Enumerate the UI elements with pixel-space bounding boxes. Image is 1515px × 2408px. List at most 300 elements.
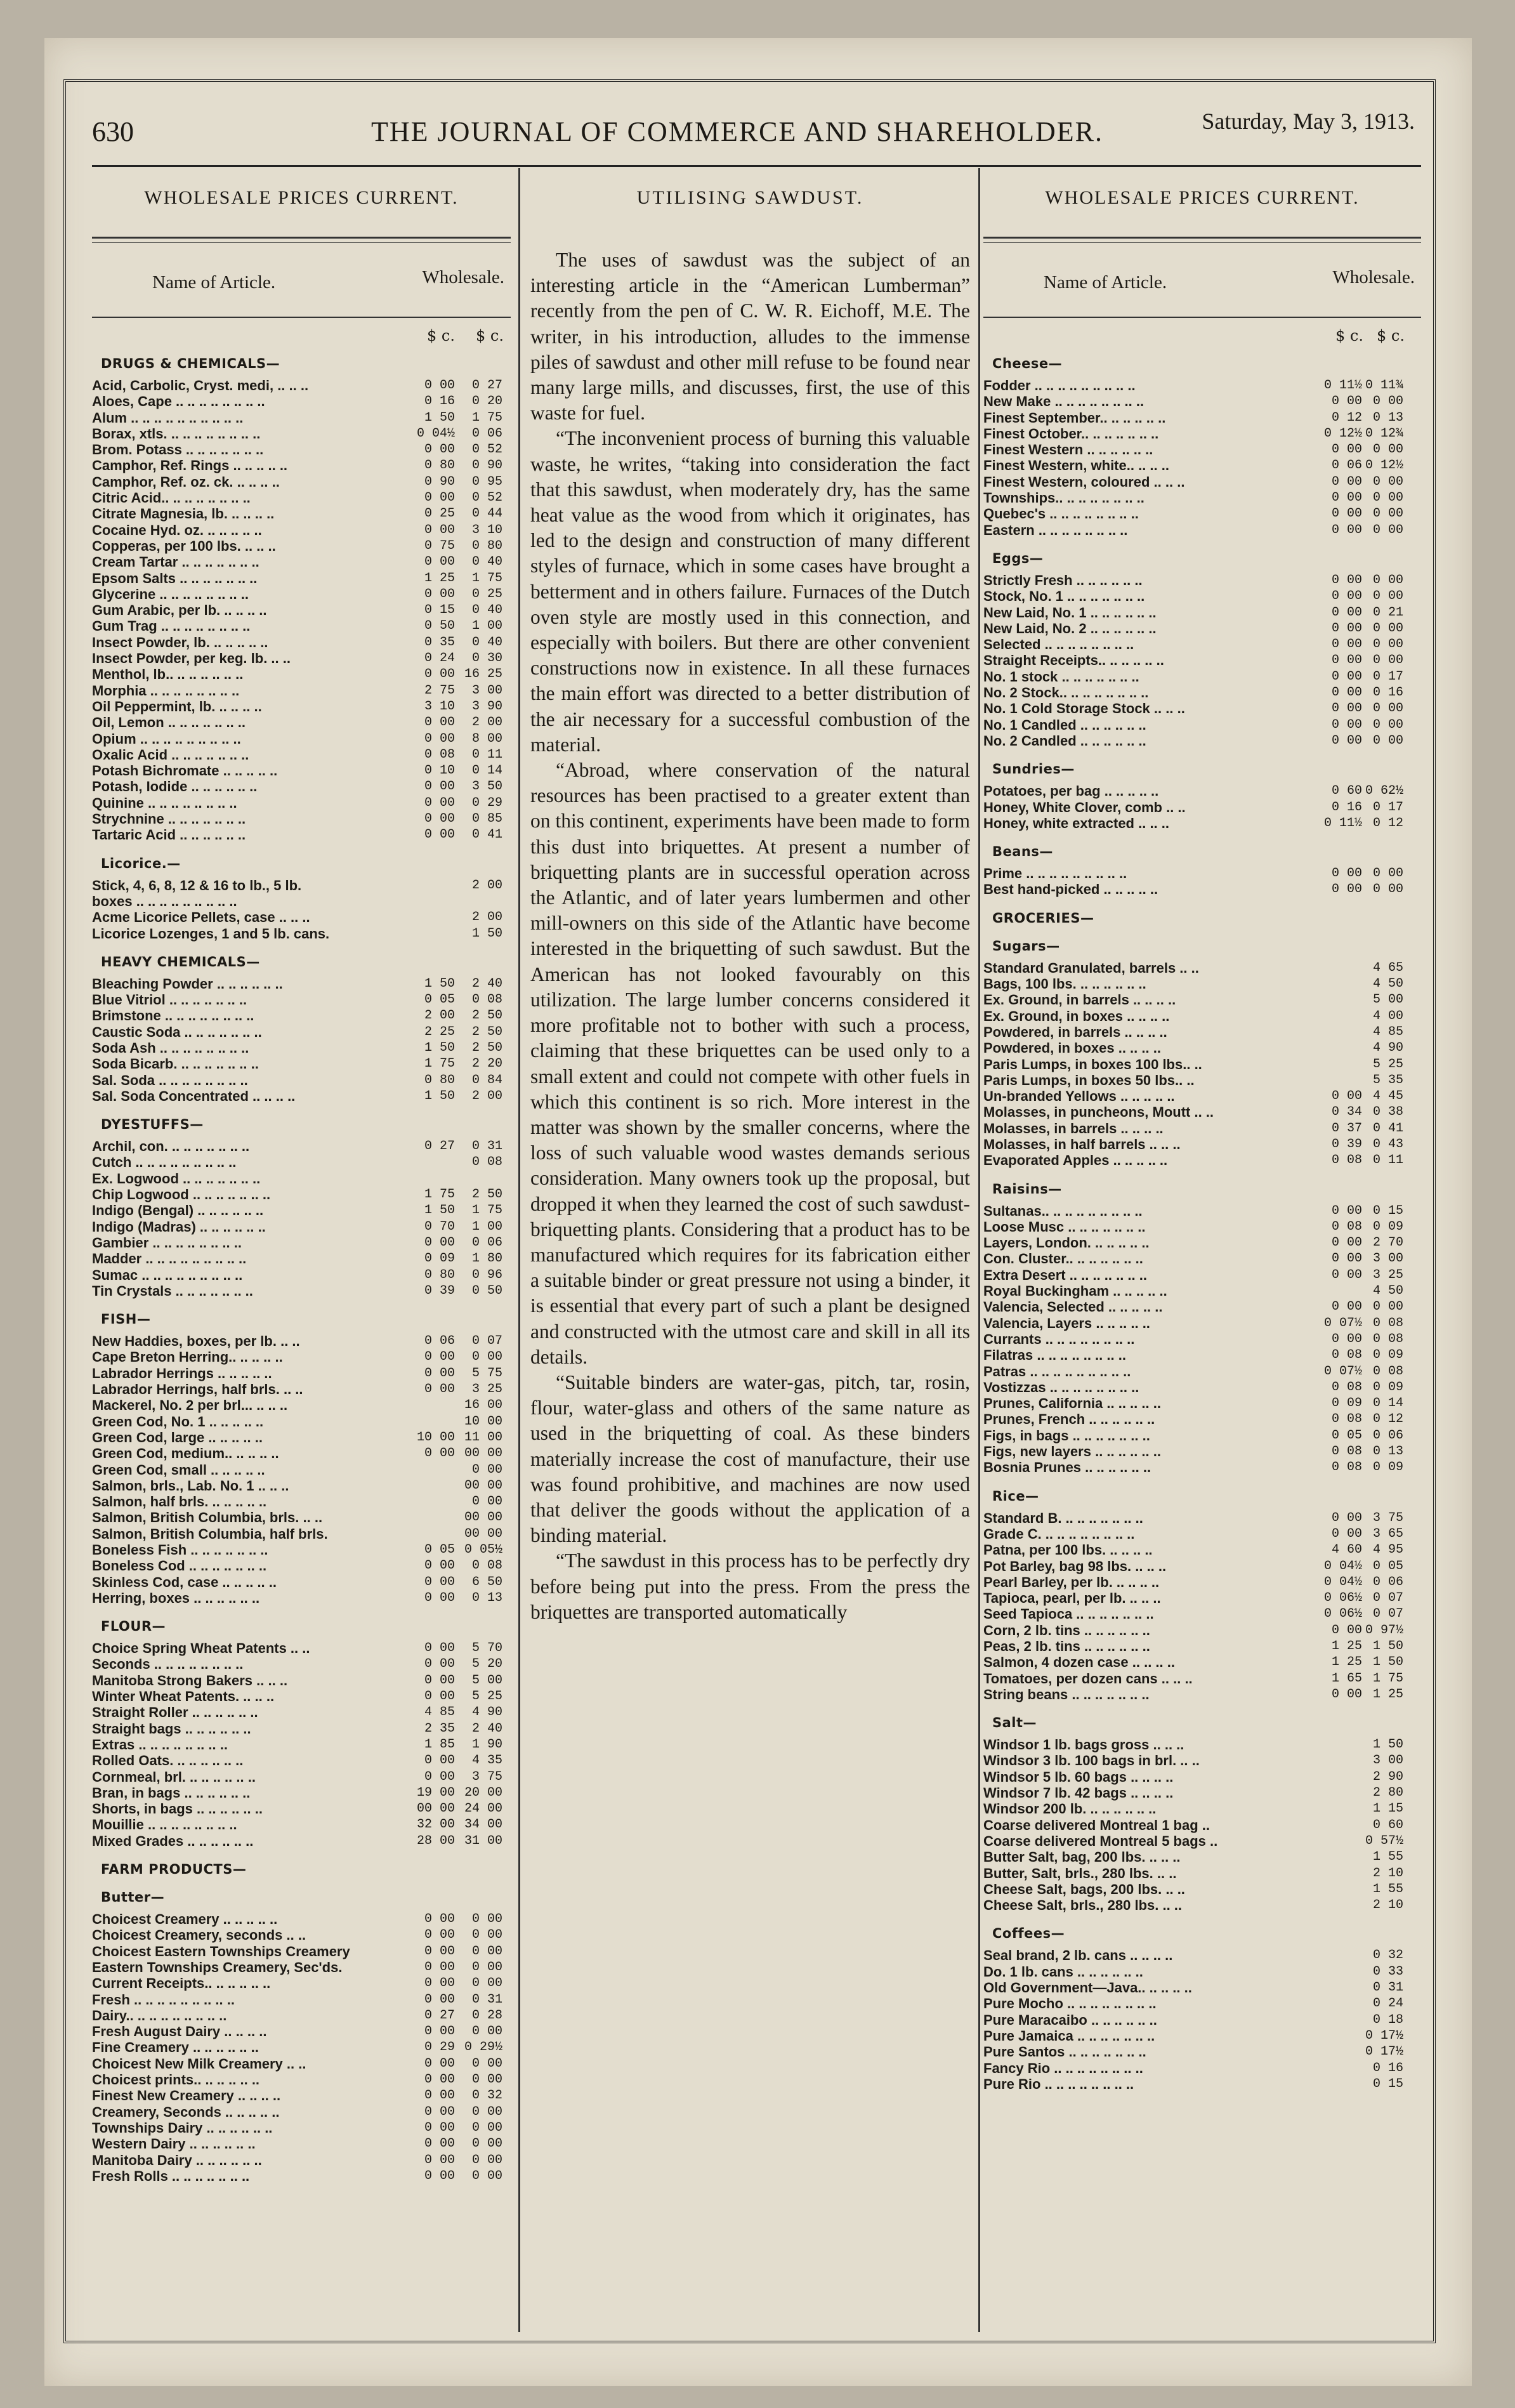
price-row <box>983 1785 1421 1801</box>
price-high: 5 00 <box>471 1673 502 1688</box>
price-high: 0 85 <box>471 812 502 827</box>
article-name: Bleaching Powder .. .. .. .. .. .. <box>92 975 283 992</box>
article-name: Indigo (Bengal) .. .. .. .. .. .. <box>92 1202 264 1219</box>
article-name: Creamery, Seconds .. .. .. .. .. <box>92 2103 280 2120</box>
article-name: Oil Peppermint, lb. .. .. .. .. <box>92 698 262 714</box>
price-low: 32 00 <box>416 1817 455 1832</box>
article-name: Grade C. .. .. .. .. .. .. .. .. <box>983 1525 1135 1542</box>
price-high: 1 50 <box>1372 1639 1403 1654</box>
price-row <box>92 426 511 442</box>
price-row <box>92 2136 511 2152</box>
article-name: Seed Tapioca .. .. .. .. .. .. .. <box>983 1606 1154 1622</box>
price-high: 0 00 <box>1372 572 1403 588</box>
price-row <box>92 570 511 586</box>
price-high: 1 15 <box>1372 1801 1403 1817</box>
article-name: Straight bags .. .. .. .. .. .. <box>92 1720 251 1737</box>
price-high: 0 62½ <box>1365 784 1403 799</box>
section-heading: Coffees— <box>992 1926 1065 1942</box>
price-high: 5 75 <box>471 1365 502 1381</box>
price-row <box>92 393 511 409</box>
price-high: 00 00 <box>464 1526 502 1541</box>
article-name: Powdered, in boxes .. .. .. .. <box>983 1040 1161 1056</box>
price-high: 1 55 <box>1372 1881 1403 1897</box>
price-low: 0 00 <box>1331 442 1362 457</box>
article-name: boxes .. .. .. .. .. .. .. .. .. <box>92 893 237 909</box>
price-high: 0 06 <box>1372 1428 1403 1443</box>
price-low: 0 27 <box>424 1139 455 1154</box>
price-low: 0 00 <box>1331 669 1362 684</box>
price-row <box>92 1381 511 1397</box>
price-row <box>92 378 511 393</box>
article-name: Labrador Herrings .. .. .. .. .. <box>92 1365 272 1381</box>
price-low: 10 00 <box>416 1430 455 1445</box>
price-high: 6 50 <box>471 1574 502 1589</box>
price-high: 2 10 <box>1372 1865 1403 1881</box>
price-high: 0 00 <box>471 2120 502 2135</box>
article-name: Pure Mocho .. .. .. .. .. .. .. .. <box>983 1996 1157 2012</box>
name-header: Name of Article. <box>1044 272 1167 293</box>
price-high: 0 00 <box>1372 1299 1403 1315</box>
price-row <box>983 426 1421 442</box>
price-high: 0 00 <box>1372 621 1403 636</box>
price-row <box>983 490 1421 506</box>
price-row <box>983 474 1421 490</box>
price-row <box>92 1944 511 1959</box>
price-high: 0 31 <box>1372 1980 1403 1996</box>
price-high: 0 96 <box>471 1267 502 1282</box>
price-high: 0 16 <box>1372 685 1403 701</box>
price-high: 0 11 <box>1372 1153 1403 1168</box>
price-low: 0 00 <box>424 731 455 746</box>
price-high: 0 14 <box>1372 1396 1403 1411</box>
article-name: Townships Dairy .. .. .. .. .. .. <box>92 2119 273 2136</box>
price-row <box>983 1753 1421 1768</box>
article-name: Pot Barley, bag 98 lbs. .. .. .. <box>983 1558 1167 1574</box>
price-high: 0 00 <box>1372 637 1403 652</box>
article-name: Powdered, in barrels .. .. .. .. <box>983 1023 1167 1040</box>
price-low: 0 00 <box>424 1673 455 1688</box>
price-row <box>92 1927 511 1943</box>
article-name: Quebec's .. .. .. .. .. .. .. .. <box>983 506 1139 522</box>
article-name: Ex. Logwood .. .. .. .. .. .. .. <box>92 1170 261 1187</box>
article-name: Bosnia Prunes .. .. .. .. .. .. <box>983 1459 1151 1476</box>
article-name: Oxalic Acid .. .. .. .. .. .. .. <box>92 746 249 763</box>
price-low: 0 00 <box>1331 1235 1362 1251</box>
price-low: 0 00 <box>1331 506 1362 522</box>
price-high: 0 84 <box>471 1072 502 1088</box>
price-high: 10 00 <box>464 1414 502 1429</box>
price-high: 3 90 <box>471 699 502 714</box>
price-low: 0 00 <box>1331 1089 1362 1104</box>
price-row <box>92 1656 511 1672</box>
units-row <box>92 318 511 343</box>
price-row <box>92 1721 511 1737</box>
price-low: 0 16 <box>424 394 455 409</box>
price-high: 2 00 <box>471 910 502 925</box>
price-high: 20 00 <box>464 1785 502 1800</box>
price-row <box>983 1444 1421 1459</box>
price-row <box>92 1478 511 1494</box>
article-name: Butter, Salt, brls., 280 lbs. .. .. <box>983 1865 1177 1881</box>
article-name: Paris Lumps, in boxes 50 lbs.. .. <box>983 1072 1195 1088</box>
price-low: 0 08 <box>1331 1460 1362 1475</box>
article-name: Tin Crystals .. .. .. .. .. .. .. <box>92 1282 253 1299</box>
price-low: 0 00 <box>1331 621 1362 636</box>
price-low: 1 50 <box>424 1088 455 1103</box>
article-name: Gum Trag .. .. .. .. .. .. .. .. <box>92 618 251 635</box>
price-low: 0 00 <box>424 555 455 570</box>
price-row <box>92 1769 511 1785</box>
price-row <box>92 1992 511 2008</box>
price-high: 0 12 <box>1372 1412 1403 1427</box>
article-name: Butter Salt, bag, 200 lbs. .. .. .. <box>983 1849 1181 1865</box>
price-list <box>983 356 1421 2092</box>
article-name: Pure Santos .. .. .. .. .. .. .. <box>983 2044 1146 2060</box>
article-name: Herring, boxes .. .. .. .. .. .. <box>92 1589 260 1606</box>
price-low: 0 00 <box>424 2104 455 2119</box>
article-paragraph: “The inconvenient process of burning this valuable waste, he writes, “taking into consideration the fact that this sawdust, when moderately dry, has the same heat value as the wood from which it originates, has led to the design and construction of many different styles of furnace, which in some cases have brought a betterment and in others failure. Furnaces of the Dutch oven style are mostly used in this connection, and especially with boilers. But there are other convenient constructions now in existence. In all these furnaces the main effort was directed to a better distribution of the air necessary for a successful combustion of the material. <box>530 427 970 756</box>
price-row <box>983 960 1421 976</box>
article-name: Windsor 3 lb. 100 bags in brl. .. .. <box>983 1753 1200 1769</box>
price-high: 2 10 <box>1372 1898 1403 1913</box>
article-name: Filatras .. .. .. .. .. .. .. .. <box>983 1347 1126 1364</box>
price-row <box>983 636 1421 652</box>
price-row <box>983 1203 1421 1219</box>
price-low: 2 00 <box>424 1008 455 1023</box>
section-heading: Raisins— <box>992 1181 1062 1197</box>
price-high: 0 00 <box>471 2152 502 2168</box>
article-name: Labrador Herrings, half brls. .. .. <box>92 1381 303 1398</box>
price-row <box>92 1640 511 1656</box>
price-low: 0 00 <box>424 442 455 457</box>
price-row <box>983 1251 1421 1267</box>
price-row <box>92 909 511 925</box>
price-high: 0 00 <box>471 1944 502 1959</box>
price-high: 0 17½ <box>1365 2044 1403 2060</box>
price-row <box>983 783 1421 799</box>
price-row <box>983 1865 1421 1881</box>
price-high: 0 00 <box>471 2104 502 2119</box>
price-row <box>983 1687 1421 1702</box>
article-name: Citric Acid.. .. .. .. .. .. .. .. <box>92 490 251 506</box>
article-name: No. 1 Candled .. .. .. .. .. .. <box>983 716 1146 733</box>
price-row <box>983 1996 1421 2011</box>
article-name: Manitoba Dairy .. .. .. .. .. .. <box>92 2152 262 2168</box>
price-row <box>92 2008 511 2023</box>
price-high: 1 25 <box>1372 1687 1403 1702</box>
article-name: Green Cod, medium.. .. .. .. .. <box>92 1445 279 1462</box>
article-name: Standard Granulated, barrels .. .. <box>983 959 1199 976</box>
price-row <box>92 1785 511 1801</box>
price-high: 0 20 <box>471 394 502 409</box>
column-title: WHOLESALE PRICES CURRENT. <box>1045 187 1360 208</box>
section-heading: Eggs— <box>992 550 1044 566</box>
price-row <box>983 685 1421 701</box>
price-low: 0 00 <box>424 1641 455 1656</box>
price-high: 4 45 <box>1372 1089 1403 1104</box>
price-row <box>92 1462 511 1478</box>
price-high: 1 75 <box>471 410 502 425</box>
price-high: 0 05 <box>1372 1558 1403 1574</box>
price-low: 0 00 <box>424 2024 455 2039</box>
price-high: 0 00 <box>1372 394 1403 409</box>
page-header <box>92 108 1421 167</box>
price-high: 1 50 <box>471 926 502 941</box>
price-row <box>92 618 511 634</box>
article-name: Figs, new layers .. .. .. .. .. .. <box>983 1444 1161 1460</box>
price-row <box>983 881 1421 897</box>
price-row <box>983 1817 1421 1833</box>
article-name: Patna, per 100 lbs. .. .. .. .. <box>983 1542 1153 1558</box>
price-row <box>92 1024 511 1040</box>
name-header: Name of Article. <box>152 272 276 293</box>
article-name: Ex. Ground, in barrels .. .. .. .. <box>983 992 1176 1008</box>
price-row <box>92 602 511 618</box>
article-name: Finest Western, white.. .. .. .. <box>983 457 1169 474</box>
price-low: 0 06 <box>1331 458 1362 473</box>
price-low: 0 08 <box>1331 1379 1362 1395</box>
price-low: 0 29 <box>424 2040 455 2055</box>
article-name: New Laid, No. 1 .. .. .. .. .. .. <box>983 604 1157 621</box>
article-name: New Haddies, boxes, per lb. .. .. <box>92 1333 300 1350</box>
article-name: Prime .. .. .. .. .. .. .. .. .. <box>983 865 1127 882</box>
price-low: 0 00 <box>424 2120 455 2135</box>
price-high: 0 60 <box>1372 1817 1403 1832</box>
price-low: 0 35 <box>424 635 455 650</box>
article-name: Brom. Potass .. .. .. .. .. .. .. <box>92 442 264 458</box>
price-row <box>983 652 1421 668</box>
price-list <box>92 356 511 2184</box>
price-high: 0 31 <box>471 1992 502 2007</box>
price-high: 0 09 <box>1372 1219 1403 1234</box>
price-low: 0 08 <box>1331 1412 1362 1427</box>
price-row <box>92 747 511 763</box>
article-name: Strictly Fresh .. .. .. .. .. .. <box>983 572 1143 588</box>
article-name: Cheese Salt, bags, 200 lbs. .. .. <box>983 1881 1185 1897</box>
article-name: Borax, xtls. .. .. .. .. .. .. .. .. <box>92 425 261 442</box>
price-row <box>92 1445 511 1461</box>
issue-date: Saturday, May 3, 1913. <box>1202 109 1415 134</box>
price-low: 0 80 <box>424 1072 455 1088</box>
price-high: 0 80 <box>471 538 502 553</box>
article-name: Salmon, British Columbia, brls. .. .. <box>92 1510 323 1526</box>
article-name: Camphor, Ref. oz. ck. .. .. .. .. <box>92 473 280 490</box>
price-row <box>983 2012 1421 2028</box>
price-high: 0 08 <box>1372 1331 1403 1346</box>
price-high: 0 32 <box>1372 1948 1403 1963</box>
article-name: Stock, No. 1 .. .. .. .. .. .. .. <box>983 588 1145 605</box>
article-name: No. 2 Stock.. .. .. .. .. .. .. .. <box>983 685 1149 701</box>
price-row <box>92 1959 511 1975</box>
price-low: 19 00 <box>416 1785 455 1800</box>
price-row <box>92 1510 511 1525</box>
price-high: 0 24 <box>1372 1996 1403 2011</box>
section-heading: HEAVY CHEMICALS— <box>101 954 260 970</box>
article-name: No. 1 Cold Storage Stock .. .. .. <box>983 701 1185 717</box>
journal-title: THE JOURNAL OF COMMERCE AND SHAREHOLDER. <box>371 116 1103 147</box>
price-high: 3 00 <box>1372 1251 1403 1267</box>
price-row <box>983 992 1421 1008</box>
price-high: 0 50 <box>471 1283 502 1298</box>
price-low: 0 80 <box>424 458 455 473</box>
price-low: 0 00 <box>424 1992 455 2007</box>
price-high: 0 57½ <box>1365 1833 1403 1848</box>
article-name: Choicest Eastern Townships Creamery <box>92 1943 350 1959</box>
price-low: 0 00 <box>424 490 455 506</box>
price-row <box>983 1849 1421 1865</box>
price-row <box>983 572 1421 588</box>
price-low: 0 12 <box>1331 410 1362 425</box>
article-name: Manitoba Strong Bakers .. .. .. <box>92 1672 288 1688</box>
article-name: Eastern Townships Creamery, Sec'ds. <box>92 1959 343 1975</box>
article-title: UTILISING SAWDUST. <box>636 187 864 208</box>
article-name: Cornmeal, brl. .. .. .. .. .. .. <box>92 1768 256 1785</box>
price-row <box>983 1881 1421 1897</box>
price-low: 0 00 <box>1331 685 1362 701</box>
price-low: 4 60 <box>1331 1543 1362 1558</box>
price-high: 1 00 <box>471 1219 502 1234</box>
price-row <box>983 1542 1421 1558</box>
price-row <box>983 457 1421 473</box>
price-high: 0 38 <box>1372 1105 1403 1120</box>
price-low: 0 08 <box>1331 1348 1362 1363</box>
price-row <box>92 1138 511 1154</box>
price-row <box>92 522 511 538</box>
price-high: 4 90 <box>471 1705 502 1720</box>
column-divider <box>978 168 980 2332</box>
price-row <box>983 669 1421 685</box>
price-row <box>92 1590 511 1606</box>
price-high: 0 25 <box>471 586 502 602</box>
column-title: WHOLESALE PRICES CURRENT. <box>144 187 459 208</box>
article-name: Pearl Barley, per lb. .. .. .. .. <box>983 1574 1160 1590</box>
price-row <box>92 976 511 992</box>
price-high: 1 00 <box>471 619 502 634</box>
article-name: Dairy.. .. .. .. .. .. .. .. .. <box>92 2007 227 2023</box>
price-high: 0 97½ <box>1365 1622 1403 1638</box>
price-row <box>983 1737 1421 1753</box>
price-row <box>983 1235 1421 1251</box>
price-row <box>92 1737 511 1753</box>
article-name: Prunes, French .. .. .. .. .. .. <box>983 1411 1155 1428</box>
price-low: 0 00 <box>424 812 455 827</box>
price-high: 0 06 <box>1372 1574 1403 1589</box>
price-row <box>983 1428 1421 1444</box>
price-row <box>92 763 511 779</box>
unit-label: $ c. <box>427 327 455 345</box>
article-name: Alum .. .. .. .. .. .. .. .. .. .. <box>92 409 244 426</box>
price-row <box>92 1040 511 1056</box>
article-name: Honey, White Clover, comb .. .. <box>983 799 1186 815</box>
price-high: 0 00 <box>471 1928 502 1943</box>
price-low: 0 00 <box>424 1382 455 1397</box>
price-high: 4 90 <box>1372 1041 1403 1056</box>
article-name: Fine Creamery .. .. .. .. .. .. <box>92 2039 259 2056</box>
article-name: Skinless Cod, case .. .. .. .. .. <box>92 1574 277 1590</box>
article-name: Straight Roller .. .. .. .. .. .. <box>92 1704 258 1721</box>
article-paragraph: “The sawdust in this process has to be perfectly dry before being put into the press. From the press the briquettes are transported automatically <box>530 1549 970 1623</box>
article-name: Soda Ash .. .. .. .. .. .. .. .. <box>92 1039 249 1056</box>
price-high: 0 40 <box>471 635 502 650</box>
price-high: 0 40 <box>471 603 502 618</box>
price-row <box>92 1333 511 1349</box>
price-high: 0 00 <box>1372 701 1403 716</box>
price-high: 0 18 <box>1372 2012 1403 2027</box>
price-low: 0 00 <box>424 2168 455 2183</box>
price-high: 0 00 <box>1372 866 1403 881</box>
price-high: 0 21 <box>1372 605 1403 620</box>
article-name: Paris Lumps, in boxes 100 lbs.. .. <box>983 1056 1202 1072</box>
price-row <box>92 1911 511 1927</box>
price-row <box>92 666 511 682</box>
price-row <box>92 1219 511 1235</box>
price-row <box>92 1267 511 1283</box>
article-name: Gum Arabic, per lb. .. .. .. .. <box>92 602 267 619</box>
price-low: 0 00 <box>1331 1687 1362 1702</box>
price-high: 0 00 <box>471 1912 502 1927</box>
price-row <box>983 506 1421 522</box>
article-name: Eastern .. .. .. .. .. .. .. .. <box>983 522 1128 538</box>
price-row <box>983 378 1421 393</box>
price-high: 0 16 <box>1372 2060 1403 2076</box>
article-name: Cocaine Hyd. oz. .. .. .. .. .. <box>92 522 262 538</box>
price-high: 2 80 <box>1372 1786 1403 1801</box>
price-high: 0 00 <box>471 2168 502 2183</box>
price-low: 0 00 <box>424 378 455 393</box>
article-name: Fresh August Dairy .. .. .. .. <box>92 2023 267 2040</box>
price-row <box>983 1331 1421 1347</box>
price-low: 0 00 <box>424 779 455 794</box>
price-low: 0 00 <box>424 1944 455 1959</box>
price-low: 0 00 <box>1331 733 1362 748</box>
price-high: 4 50 <box>1372 977 1403 992</box>
price-row <box>92 474 511 490</box>
article-name: Finest Western, coloured .. .. .. <box>983 473 1185 490</box>
price-row <box>983 1395 1421 1411</box>
price-high: 0 30 <box>471 651 502 666</box>
price-low: 1 25 <box>1331 1655 1362 1670</box>
price-row <box>983 522 1421 538</box>
article-name: Soda Bicarb. .. .. .. .. .. .. .. <box>92 1056 259 1072</box>
price-high: 5 70 <box>471 1641 502 1656</box>
price-high: 5 25 <box>471 1689 502 1704</box>
price-low: 0 12½ <box>1323 426 1362 441</box>
price-high: 0 12¾ <box>1365 426 1403 441</box>
article-name: Pure Maracaibo .. .. .. .. .. .. <box>983 2011 1157 2028</box>
price-row <box>92 714 511 730</box>
price-row <box>983 701 1421 716</box>
column-header <box>983 248 1421 317</box>
price-high: 3 50 <box>471 779 502 794</box>
price-row <box>983 733 1421 749</box>
price-low: 0 07½ <box>1323 1364 1362 1379</box>
price-row <box>983 410 1421 426</box>
article-name: Mouillie .. .. .. .. .. .. .. .. <box>92 1817 237 1833</box>
price-high: 0 00 <box>471 2024 502 2039</box>
price-row <box>92 1688 511 1704</box>
article-name: Rolled Oats. .. .. .. .. .. .. <box>92 1753 244 1769</box>
price-row <box>92 2023 511 2039</box>
price-row <box>92 1673 511 1688</box>
price-row <box>92 992 511 1008</box>
price-low: 0 04½ <box>416 426 455 441</box>
price-high: 0 00 <box>471 1959 502 1975</box>
article-name: Winter Wheat Patents. .. .. .. <box>92 1688 275 1705</box>
article-name: Townships.. .. .. .. .. .. .. .. <box>983 490 1144 506</box>
price-low: 0 00 <box>424 795 455 810</box>
article-name: Choicest New Milk Creamery .. .. <box>92 2055 306 2072</box>
article-name: Seconds .. .. .. .. .. .. .. .. <box>92 1656 244 1673</box>
